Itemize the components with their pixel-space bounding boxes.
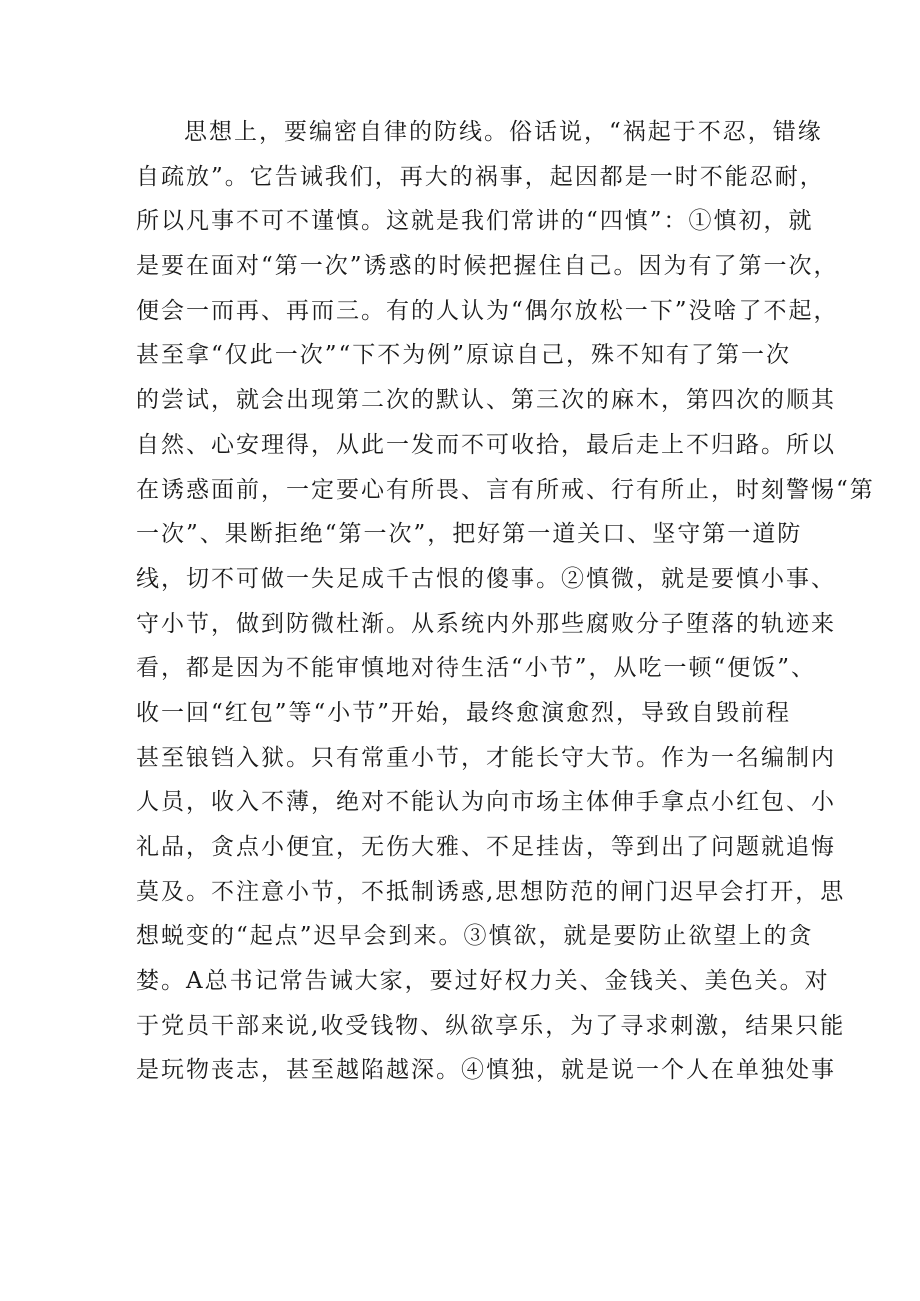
text-line: 便会一而再、再而三。有的人认为“偶尔放松一下”没啥了不起， [136,297,839,324]
text-line: 于党员干部来说,收受钱物、纵欲享乐，为了寻求刺激，结果只能 [136,1012,846,1039]
text-line: 看，都是因为不能审慎地对待生活“小节”，从吃一顿“便饭”、 [136,655,817,682]
text-line: 甚至锒铛入狱。只有常重小节，才能长守大节。作为一名编制内 [136,744,836,771]
text-line: 甚至拿“仅此一次”“下不为例”原谅自己，殊不知有了第一次 [136,342,792,369]
text-line: 莫及。不注意小节，不抵制诱惑,思想防范的闸门迟早会打开，思 [136,878,846,905]
text-line: 守小节，做到防微杜渐。从系统内外那些腐败分子堕落的轨迹来 [136,610,836,637]
text-line: 自疏放”。它告诫我们，再大的祸事，起因都是一时不能忍耐， [136,163,825,190]
text-line: 在诱惑面前，一定要心有所畏、言有所戒、行有所止，时刻警惕“第 [136,476,875,503]
text-line: 想蜕变的“起点”迟早会到来。③慎欲，就是要防止欲望上的贪 [136,923,814,950]
text-line: 是玩物丧志，甚至越陷越深。④慎独，就是说一个人在单独处事 [136,1057,836,1084]
body-paragraph [136,110,875,1093]
text-line: 思想上，要编密自律的防线。俗话说，“祸起于不忍，错缘 [184,119,823,145]
text-line: 线，切不可做一失足成千古恨的傻事。②慎微，就是要慎小事、 [136,565,836,592]
text-line: 婪。A总书记常告诫大家，要过好权力关、金钱关、美色关。对 [136,968,830,995]
text-line: 的尝试，就会出现第二次的默认、第三次的麻木，第四次的顺其 [136,387,836,414]
text-line: 所以凡事不可不谨慎。这就是我们常讲的“四慎”：①慎初，就 [136,208,814,235]
text-line: 一次”、果断拒绝“第一次”，把好第一道关口、坚守第一道防 [136,521,803,548]
text-line: 自然、心安理得，从此一发而不可收拾，最后走上不归路。所以 [136,431,836,458]
text-line: 是要在面对“第一次”诱惑的时候把握住自己。因为有了第一次， [136,253,839,280]
text-line: 人员，收入不薄，绝对不能认为向市场主体伸手拿点小红包、小 [136,789,836,816]
text-line: 收一回“红包”等“小节”开始，最终愈演愈烈，导致自毁前程 [136,699,792,726]
text-line: 礼品，贪点小便宜，无伤大雅、不足挂齿，等到出了问题就追悔 [136,834,836,860]
